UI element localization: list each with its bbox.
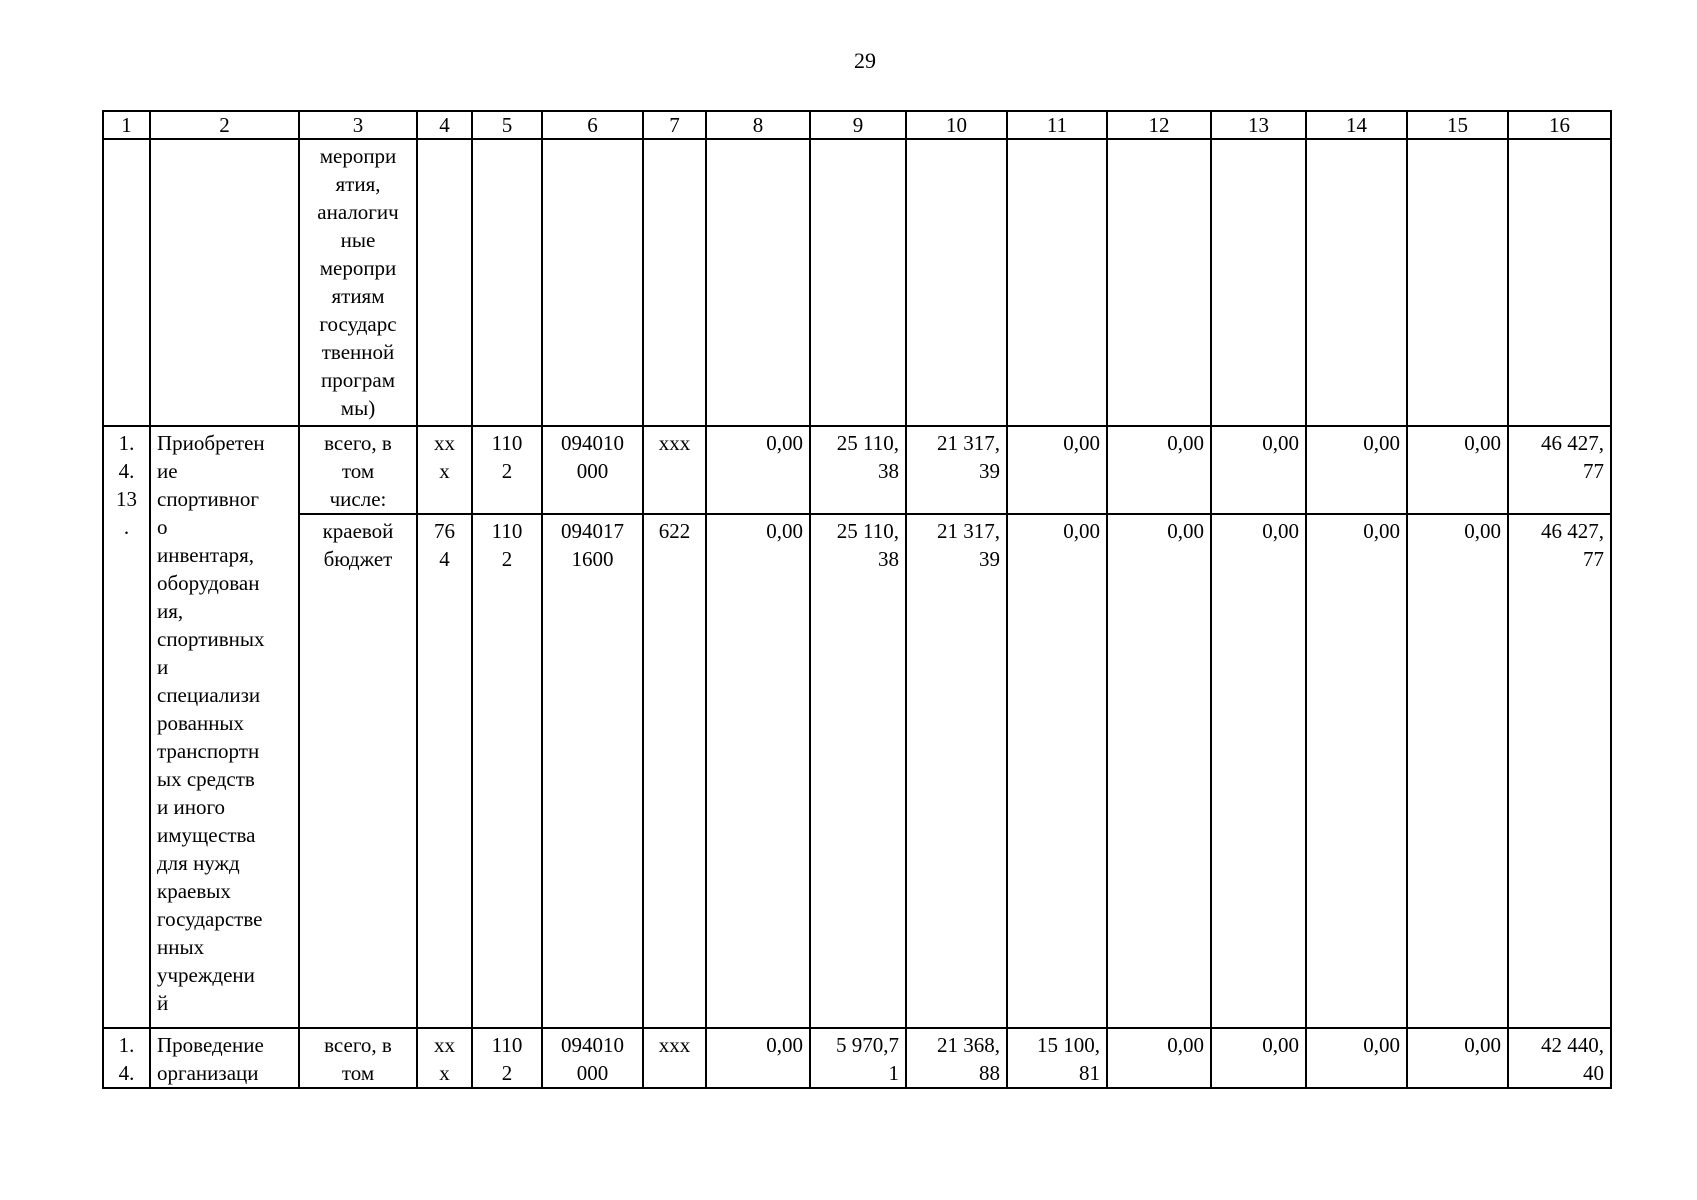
- cell-col10: 21 317, 39: [906, 426, 1007, 514]
- column-number-row: [103, 111, 1611, 139]
- cell-col13: 0,00: [1211, 514, 1306, 1028]
- cell-col15: [1407, 139, 1508, 426]
- cell-col14: 0,00: [1306, 1028, 1407, 1088]
- cell-description: Приобретен ие спортивног о инвентаря, оборудован ия, спортивных и специализи рованных транспортн ых средств и иного имущества для нужд краевых государстве нных учреждени й: [150, 426, 299, 1028]
- column-header: 8: [706, 111, 810, 139]
- cell-col5: 110 2: [472, 426, 542, 514]
- cell-col8: 0,00: [706, 1028, 810, 1088]
- cell-col11: 15 100, 81: [1007, 1028, 1107, 1088]
- cell-col6: 094017 1600: [542, 514, 643, 1028]
- cell-col13: 0,00: [1211, 426, 1306, 514]
- column-header: 2: [150, 111, 299, 139]
- cell-col12: 0,00: [1107, 514, 1211, 1028]
- cell-col7: [643, 139, 706, 426]
- cell-col4: хх х: [417, 1028, 472, 1088]
- cell-col5: 110 2: [472, 1028, 542, 1088]
- column-header: 4: [417, 111, 472, 139]
- cell-col4: 76 4: [417, 514, 472, 1028]
- cell-col10: 21 368, 88: [906, 1028, 1007, 1088]
- cell-col16: 46 427, 77: [1508, 426, 1611, 514]
- cell-col16: [1508, 139, 1611, 426]
- column-header: 15: [1407, 111, 1508, 139]
- column-header: 3: [299, 111, 417, 139]
- column-header: 12: [1107, 111, 1211, 139]
- cell-col9: 25 110, 38: [810, 514, 906, 1028]
- cell-col16: 42 440, 40: [1508, 1028, 1611, 1088]
- cell-col9: [810, 139, 906, 426]
- cell-col4: хх х: [417, 426, 472, 514]
- cell-col15: 0,00: [1407, 1028, 1508, 1088]
- cell-funding-source: всего, в том числе:: [299, 426, 417, 514]
- cell-col15: 0,00: [1407, 426, 1508, 514]
- cell-item-number: 1. 4. 13 .: [103, 426, 150, 1028]
- table-row: [103, 1028, 1611, 1088]
- cell-description: Проведение организаци: [150, 1028, 299, 1088]
- cell-col9: 25 110, 38: [810, 426, 906, 514]
- cell-item-number: [103, 139, 150, 426]
- cell-funding-source: меропри ятия, аналогич ные меропри ятиям государс твенной програм мы): [299, 139, 417, 426]
- cell-col12: [1107, 139, 1211, 426]
- cell-col8: 0,00: [706, 514, 810, 1028]
- cell-col11: 0,00: [1007, 426, 1107, 514]
- page-number: 29: [854, 48, 876, 73]
- column-header: 14: [1306, 111, 1407, 139]
- cell-col16: 46 427, 77: [1508, 514, 1611, 1028]
- column-header: 6: [542, 111, 643, 139]
- cell-col8: 0,00: [706, 426, 810, 514]
- cell-col12: 0,00: [1107, 426, 1211, 514]
- cell-col6: 094010 000: [542, 426, 643, 514]
- cell-col6: 094010 000: [542, 1028, 643, 1088]
- cell-description: [150, 139, 299, 426]
- table-row: [103, 139, 1611, 426]
- cell-col8: [706, 139, 810, 426]
- cell-col7: ххх: [643, 1028, 706, 1088]
- budget-table: [102, 110, 1612, 1089]
- column-header: 1: [103, 111, 150, 139]
- column-header: 13: [1211, 111, 1306, 139]
- cell-col10: [906, 139, 1007, 426]
- cell-col5: [472, 139, 542, 426]
- cell-funding-source: краевой бюджет: [299, 514, 417, 1028]
- column-header: 5: [472, 111, 542, 139]
- cell-col10: 21 317, 39: [906, 514, 1007, 1028]
- cell-col4: [417, 139, 472, 426]
- cell-col14: 0,00: [1306, 514, 1407, 1028]
- cell-item-number: 1. 4.: [103, 1028, 150, 1088]
- column-header: 9: [810, 111, 906, 139]
- column-header: 10: [906, 111, 1007, 139]
- cell-funding-source: всего, в том: [299, 1028, 417, 1088]
- cell-col14: 0,00: [1306, 426, 1407, 514]
- cell-col11: 0,00: [1007, 514, 1107, 1028]
- cell-col15: 0,00: [1407, 514, 1508, 1028]
- cell-col9: 5 970,7 1: [810, 1028, 906, 1088]
- cell-col13: [1211, 139, 1306, 426]
- cell-col13: 0,00: [1211, 1028, 1306, 1088]
- cell-col11: [1007, 139, 1107, 426]
- cell-col12: 0,00: [1107, 1028, 1211, 1088]
- column-header: 7: [643, 111, 706, 139]
- cell-col7: 622: [643, 514, 706, 1028]
- table-row: [103, 426, 1611, 514]
- table-row: [103, 514, 1611, 1028]
- cell-col6: [542, 139, 643, 426]
- cell-col5: 110 2: [472, 514, 542, 1028]
- column-header: 16: [1508, 111, 1611, 139]
- column-header: 11: [1007, 111, 1107, 139]
- cell-col7: ххх: [643, 426, 706, 514]
- cell-col14: [1306, 139, 1407, 426]
